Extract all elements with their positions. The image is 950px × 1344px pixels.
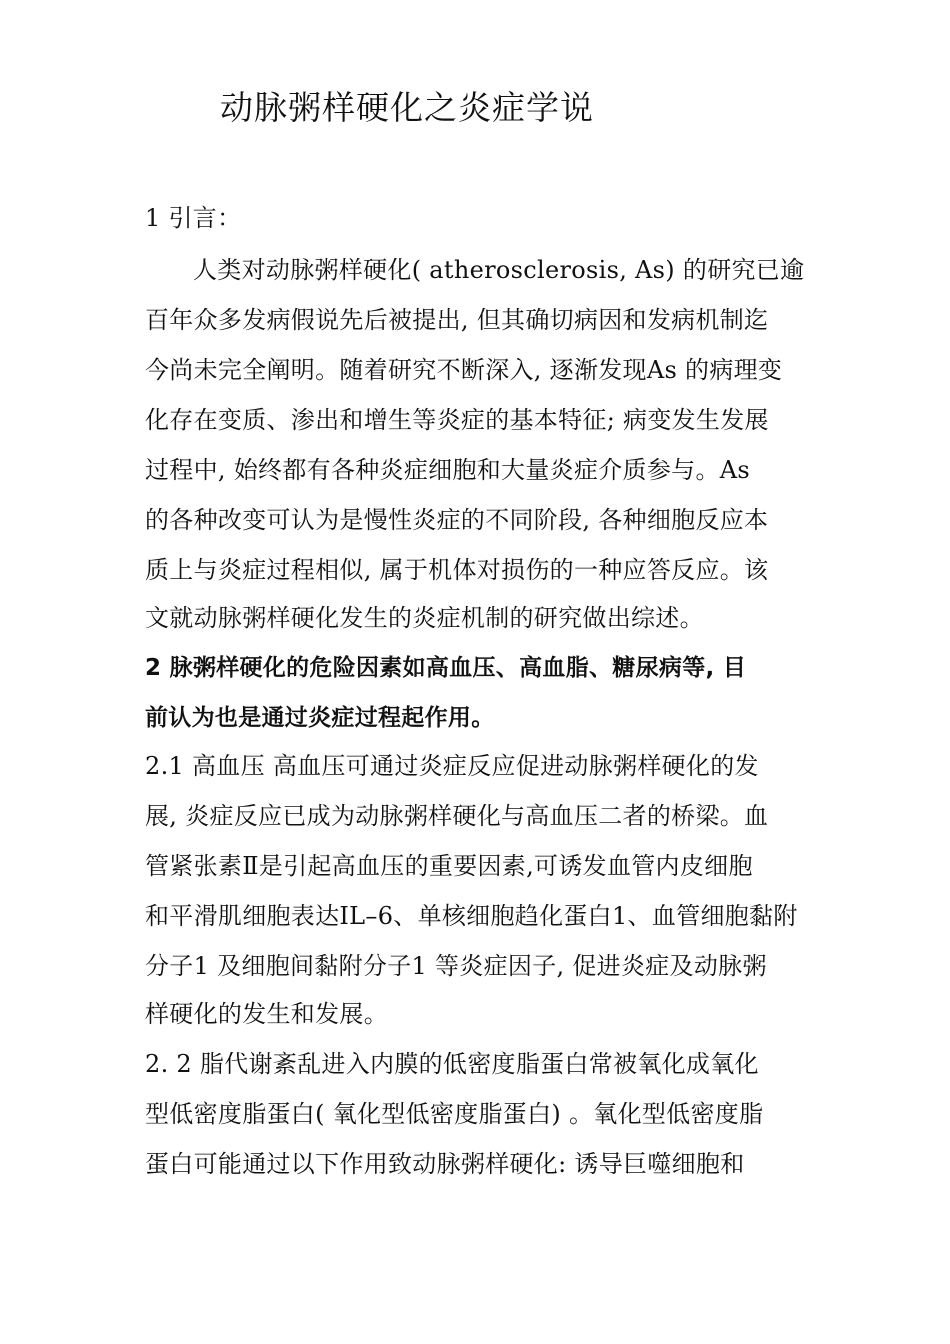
paragraph-line: 过程中, 始终都有各种炎症细胞和大量炎症介质参与。As (145, 456, 751, 484)
paragraph-line: 文就动脉粥样硬化发生的炎症机制的研究做出综述。 (145, 604, 704, 632)
paragraph-line: 样硬化的发生和发展。 (145, 1000, 388, 1028)
paragraph-line: 分子1 及细胞间黏附分子1 等炎症因子, 促进炎症及动脉粥 (145, 952, 767, 980)
section-heading-2-continued: 前认为也是通过炎症过程起作用。 (145, 705, 495, 731)
section-heading-2: 2 脉粥样硬化的危险因素如高血压、高血脂、糖尿病等, 目 (145, 655, 747, 681)
paragraph-line: 2. 2 脂代谢紊乱进入内膜的低密度脂蛋白常被氧化成氧化 (145, 1050, 759, 1078)
paragraph-line: 型低密度脂蛋白( 氧化型低密度脂蛋白) 。氧化型低密度脂 (145, 1100, 764, 1128)
paragraph-line: 今尚未完全阐明。随着研究不断深入, 逐渐发现As 的病理变 (145, 356, 783, 384)
paragraph-line: 管紧张素Ⅱ是引起高血压的重要因素,可诱发血管内皮细胞 (145, 852, 753, 880)
paragraph-line: 2.1 高血压 高血压可通过炎症反应促进动脉粥样硬化的发 (145, 752, 759, 780)
section-heading-1: 1 引言： (145, 204, 242, 232)
paragraph-line: 百年众多发病假说先后被提出, 但其确切病因和发病机制迄 (145, 306, 769, 334)
paragraph-line: 蛋白可能通过以下作用致动脉粥样硬化: 诱导巨噬细胞和 (145, 1150, 745, 1178)
paragraph-line: 的各种改变可认为是慢性炎症的不同阶段, 各种细胞反应本 (145, 506, 769, 534)
paragraph-line: 和平滑肌细胞表达IL–6、单核细胞趋化蛋白1、血管细胞黏附 (145, 902, 798, 930)
paragraph-line: 人类对动脉粥样硬化( atherosclerosis, As) 的研究已逾 (193, 256, 805, 284)
paragraph-line: 展, 炎症反应已成为动脉粥样硬化与高血压二者的桥梁。血 (145, 802, 769, 830)
paragraph-line: 质上与炎症过程相似, 属于机体对损伤的一种应答反应。该 (145, 556, 769, 584)
document-title: 动脉粥样硬化之炎症学说 (220, 88, 594, 127)
paragraph-line: 化存在变质、渗出和增生等炎症的基本特征; 病变发生发展 (145, 406, 769, 434)
